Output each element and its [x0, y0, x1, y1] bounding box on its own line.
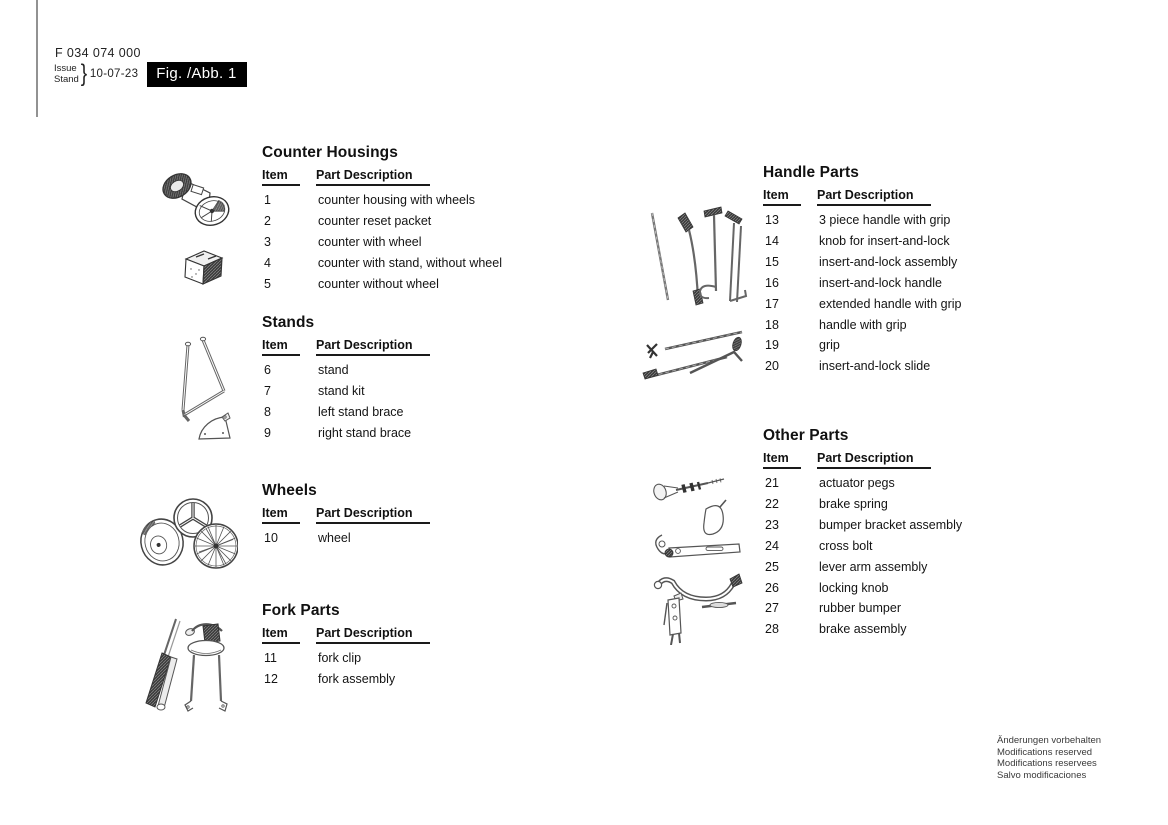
- section-wheels: [262, 482, 502, 549]
- part-description: stand: [318, 363, 349, 377]
- item-number: 12: [264, 671, 278, 686]
- description-column-header: Part Description: [817, 451, 931, 469]
- item-number: 25: [765, 559, 779, 574]
- item-number: 8: [264, 404, 271, 419]
- part-description: counter with wheel: [318, 234, 422, 249]
- section-title: Counter Housings: [262, 144, 398, 161]
- table-row: [262, 381, 502, 402]
- table-row: [262, 402, 502, 423]
- table-row: [262, 190, 502, 211]
- wheels-illustration: [136, 492, 238, 574]
- item-number: 9: [264, 425, 271, 440]
- table-header: [763, 451, 1003, 469]
- item-number: 18: [765, 317, 779, 332]
- part-description: brake assembly: [819, 622, 907, 637]
- issue-row: [54, 60, 247, 88]
- part-description: brake spring: [819, 496, 888, 511]
- table-row: [763, 473, 1003, 494]
- part-description: insert-and-lock assembly: [819, 254, 958, 269]
- stand-label: Stand: [54, 74, 79, 85]
- table-row: [262, 423, 502, 444]
- notice-line-es: Salvo modificaciones: [997, 769, 1087, 781]
- stand-illustration: [162, 333, 237, 445]
- item-column-header: Item: [262, 506, 300, 524]
- description-column-header: Part Description: [316, 338, 430, 356]
- table-row: [262, 274, 502, 295]
- item-number: 28: [765, 622, 779, 637]
- table-row: [763, 557, 1003, 578]
- table-row: [262, 253, 502, 274]
- description-column-header: Part Description: [316, 626, 430, 644]
- part-description: wheel: [318, 531, 351, 545]
- table-header: [262, 626, 502, 644]
- item-number: 10: [264, 531, 278, 545]
- part-description: bumper bracket assembly: [819, 517, 963, 532]
- table-row: [763, 598, 1003, 619]
- item-column-header: Item: [262, 338, 300, 356]
- item-column-header: Item: [262, 168, 300, 186]
- part-description: fork clip: [318, 651, 362, 665]
- table-header: [262, 506, 502, 524]
- part-description: lever arm assembly: [819, 559, 928, 574]
- issue-stand-label: [54, 63, 79, 85]
- description-column-header: Part Description: [316, 506, 430, 524]
- item-number: 7: [264, 383, 271, 398]
- section-title: Stands: [262, 314, 315, 331]
- table-row: [763, 231, 1003, 252]
- fork-illustration: [133, 615, 235, 713]
- part-description: insert-and-lock handle: [819, 275, 942, 290]
- page-edge-mark: [36, 0, 38, 117]
- notice-line-de: Änderungen vorbehalten: [997, 735, 1102, 746]
- issue-date: 10-07-23: [89, 68, 139, 80]
- table-row: [763, 315, 1003, 336]
- part-description: rubber bumper: [819, 601, 901, 616]
- part-description: cross bolt: [819, 538, 873, 553]
- part-description: right stand brace: [318, 425, 412, 440]
- item-number: 27: [765, 601, 779, 616]
- table-row: [763, 335, 1003, 356]
- part-description: insert-and-lock slide: [819, 359, 931, 374]
- description-column-header: Part Description: [817, 188, 931, 206]
- item-number: 24: [765, 538, 779, 553]
- table-row: [763, 515, 1003, 536]
- item-number: 20: [765, 359, 779, 374]
- part-description: fork assembly: [318, 671, 396, 686]
- part-description: counter without wheel: [318, 276, 439, 291]
- part-description: counter housing with wheels: [318, 193, 476, 207]
- table-row: [763, 536, 1003, 557]
- part-description: knob for insert-and-lock: [819, 233, 950, 248]
- part-description: counter with stand, without wheel: [317, 255, 502, 270]
- table-header: [262, 168, 502, 186]
- item-column-header: Item: [262, 626, 300, 644]
- part-description: counter reset packet: [318, 213, 432, 228]
- table-header: [262, 338, 502, 356]
- item-column-header: Item: [763, 188, 801, 206]
- table-row: [763, 294, 1003, 315]
- item-number: 5: [264, 276, 271, 291]
- table-row: [763, 356, 1003, 377]
- section-fork-parts: [262, 602, 502, 690]
- item-number: 6: [264, 363, 271, 377]
- part-description: handle with grip: [819, 317, 907, 332]
- section-handle-parts: [763, 164, 1003, 377]
- table-row: [763, 578, 1003, 599]
- item-number: 3: [264, 234, 271, 249]
- item-number: 2: [264, 213, 271, 228]
- item-number: 1: [264, 193, 271, 207]
- document-number: F 034 074 000: [55, 46, 141, 60]
- figure-label-box: Fig. /Abb. 1: [147, 62, 246, 87]
- notice-line-en: Modifications reserved: [997, 746, 1093, 758]
- table-row: [763, 494, 1003, 515]
- section-counter-housings: [262, 144, 502, 295]
- item-number: 13: [765, 213, 779, 227]
- item-number: 11: [264, 651, 277, 665]
- table-row: [262, 648, 502, 669]
- item-number: 26: [765, 580, 779, 595]
- table-header: [763, 188, 1003, 206]
- section-title: Handle Parts: [763, 164, 859, 181]
- table-row: [262, 360, 502, 381]
- part-description: actuator pegs: [819, 476, 895, 490]
- table-row: [262, 211, 502, 232]
- part-description: locking knob: [819, 580, 889, 595]
- modifications-notice: [997, 735, 1101, 781]
- table-row: [763, 273, 1003, 294]
- table-row: [763, 210, 1003, 231]
- section-stands: [262, 314, 502, 444]
- issue-label: Issue: [54, 63, 77, 74]
- table-row: [763, 619, 1003, 640]
- section-other-parts: [763, 427, 1003, 640]
- description-column-header: Part Description: [316, 168, 430, 186]
- notice-line-fr: Modifications reservees: [997, 758, 1097, 770]
- counter-housing-illustration: [158, 167, 234, 235]
- item-number: 16: [765, 275, 779, 290]
- brace-glyph: }: [80, 60, 88, 87]
- item-number: 23: [765, 517, 779, 532]
- item-column-header: Item: [763, 451, 801, 469]
- table-row: [262, 528, 502, 549]
- table-row: [262, 669, 502, 690]
- table-row: [763, 252, 1003, 273]
- part-description: 3 piece handle with grip: [819, 213, 951, 227]
- item-number: 21: [765, 476, 779, 490]
- item-number: 17: [765, 296, 779, 311]
- item-number: 15: [765, 254, 779, 269]
- item-number: 4: [264, 255, 271, 270]
- reset-packet-illustration: [180, 247, 226, 287]
- handle-parts-illustration: [642, 203, 750, 385]
- part-description: left stand brace: [318, 404, 404, 419]
- table-row: [262, 232, 502, 253]
- item-number: 19: [765, 338, 779, 353]
- item-number: 14: [765, 233, 779, 248]
- other-parts-illustration: [646, 473, 758, 645]
- section-title: Wheels: [262, 482, 317, 499]
- part-description: stand kit: [318, 383, 365, 398]
- part-description: grip: [819, 338, 840, 353]
- section-title: Fork Parts: [262, 602, 340, 619]
- item-number: 22: [765, 496, 779, 511]
- section-title: Other Parts: [763, 427, 849, 444]
- part-description: extended handle with grip: [819, 296, 962, 311]
